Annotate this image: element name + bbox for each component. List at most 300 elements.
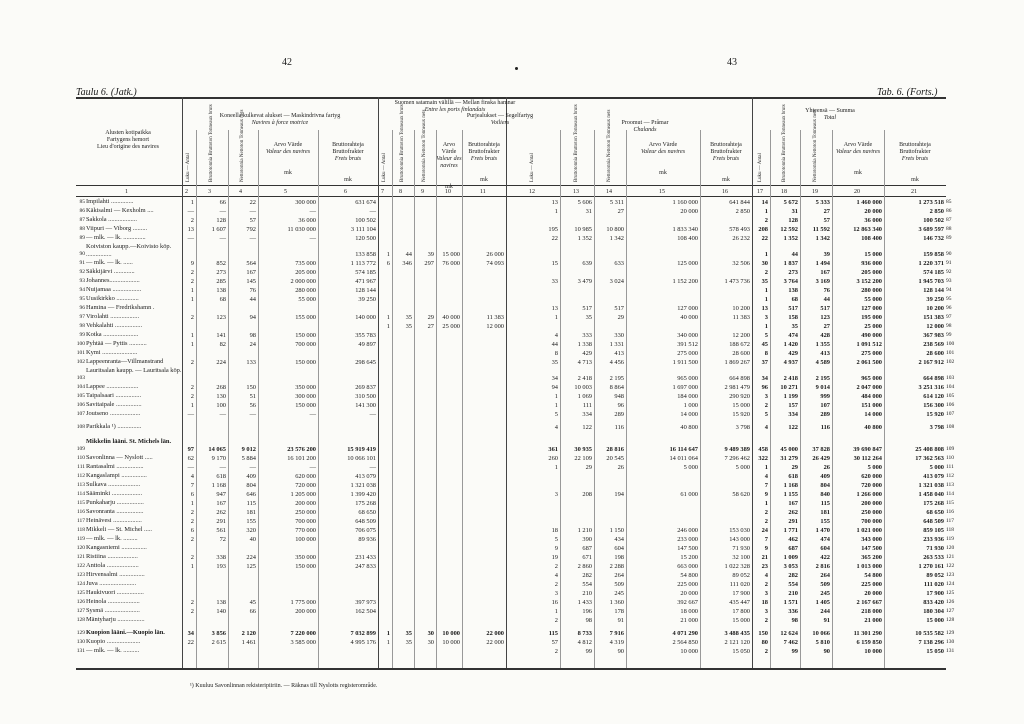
table-cell: 1 xyxy=(764,323,768,330)
row-number-right: 131 xyxy=(946,648,955,654)
table-row xyxy=(0,647,1024,656)
subheader-gross: Bruttotonnia Bruttoton Tonneaux bruts xyxy=(209,104,214,182)
table-cell: 30 xyxy=(427,630,434,637)
table-cell: 3 xyxy=(764,590,768,597)
table-cell: 4 xyxy=(764,424,768,431)
table-row xyxy=(0,616,1024,625)
table-cell: 122 xyxy=(788,424,798,431)
table-row xyxy=(0,340,1024,349)
row-number: 97 xyxy=(79,314,85,320)
row-label: — mlk. — lk. .............. xyxy=(86,234,146,241)
row-number: 95 xyxy=(79,296,85,302)
table-cell: 128 xyxy=(788,217,798,224)
column-number: 18 xyxy=(781,189,787,195)
table-cell: 413 xyxy=(820,350,830,357)
table-cell: 2 xyxy=(554,581,558,588)
table-cell: 1 433 xyxy=(577,599,592,606)
table-cell: 4 071 290 xyxy=(672,630,698,637)
header-sail xyxy=(440,113,560,127)
table-cell: 3 xyxy=(554,590,558,597)
table-cell: 26 232 xyxy=(732,235,750,242)
subheader-net: Nettotonnia Nettoton Tonneaux nets xyxy=(422,109,427,182)
table-cell: 4 xyxy=(190,473,194,480)
table-cell: 2 xyxy=(190,393,194,400)
table-cell: 1 460 000 xyxy=(856,199,882,206)
table-cell: 208 xyxy=(758,226,768,233)
table-cell: 188 672 xyxy=(729,341,750,348)
table-cell: 8 xyxy=(764,350,768,357)
table-cell: 297 xyxy=(424,260,434,267)
table-title-right: Tab. 6. (Forts.) xyxy=(877,87,938,98)
row-number: 110 xyxy=(76,455,85,461)
table-cell: 74 093 xyxy=(486,260,504,267)
row-number-right: 117 xyxy=(946,518,955,524)
column-number: 11 xyxy=(480,189,486,195)
table-cell: 392 667 xyxy=(677,599,698,606)
table-cell: 298 645 xyxy=(355,359,376,366)
table-cell: 233 936 xyxy=(923,536,944,543)
table-cell: 2 xyxy=(764,581,768,588)
table-cell: 300 000 xyxy=(295,199,316,206)
table-row xyxy=(0,277,1024,286)
table-cell: 471 967 xyxy=(355,278,376,285)
table-cell: 57 xyxy=(823,217,830,224)
table-cell: 35 xyxy=(585,314,592,321)
table-cell: 14 000 xyxy=(680,411,698,418)
table-cell: 770 000 xyxy=(295,527,316,534)
table-cell: 35 xyxy=(405,630,412,637)
table-cell: — xyxy=(369,464,376,471)
table-cell: 26 000 xyxy=(486,251,504,258)
table-cell: 115 xyxy=(820,500,830,507)
table-cell: 9 xyxy=(764,491,768,498)
table-cell: 1 xyxy=(764,500,768,507)
table-cell: 735 000 xyxy=(295,260,316,267)
table-cell: 2 816 xyxy=(815,563,830,570)
table-cell: 57 xyxy=(249,217,256,224)
table-cell: 1 420 xyxy=(783,341,798,348)
table-cell: 833 420 xyxy=(923,599,944,606)
table-cell: 238 569 xyxy=(923,341,944,348)
table-cell: 140 000 xyxy=(355,314,376,321)
column-number: 4 xyxy=(239,189,242,195)
table-cell: 1 771 xyxy=(783,527,798,534)
table-cell: 1 091 512 xyxy=(856,341,882,348)
table-cell: 1 342 xyxy=(609,235,624,242)
table-cell: 100 502 xyxy=(923,217,944,224)
table-cell: 290 920 xyxy=(729,393,750,400)
subheader-freight-label: Bruttorahteja Bruttofrakter xyxy=(899,142,931,155)
table-cell: 3 169 xyxy=(815,278,830,285)
table-cell: 15 000 xyxy=(732,402,750,409)
table-cell: 29 xyxy=(427,314,434,321)
table-cell: 4 812 xyxy=(577,639,592,646)
table-cell: — xyxy=(309,411,316,418)
table-row xyxy=(0,571,1024,580)
table-cell: 147 500 xyxy=(861,545,882,552)
row-number: 94 xyxy=(79,287,85,293)
column-number: 10 xyxy=(445,189,451,195)
row-number-right: 118 xyxy=(946,527,955,533)
table-cell: 687 xyxy=(582,545,592,552)
table-cell: 17 900 xyxy=(926,590,944,597)
table-cell: 8 733 xyxy=(577,630,592,637)
table-cell: 225 000 xyxy=(861,581,882,588)
header-total-text: Yhteensä — Summa xyxy=(805,108,855,114)
table-cell: 614 120 xyxy=(923,393,944,400)
table-row xyxy=(0,331,1024,340)
table-cell: 156 300 xyxy=(923,402,944,409)
table-cell: 15 050 xyxy=(732,648,750,655)
row-number-right: 115 xyxy=(946,500,955,506)
table-cell: — xyxy=(187,411,194,418)
table-cell: 1 869 267 xyxy=(724,359,750,366)
table-cell: 167 xyxy=(820,269,830,276)
table-cell: 282 xyxy=(788,572,798,579)
subheader-unit: mk xyxy=(659,170,667,176)
subheader-value xyxy=(258,142,318,177)
table-cell: — xyxy=(219,411,226,418)
row-label: Taipalsaari ................ xyxy=(86,392,142,399)
row-number: 112 xyxy=(76,473,85,479)
table-cell: 2 564 850 xyxy=(672,639,698,646)
table-cell: 631 674 xyxy=(355,199,376,206)
table-cell: 3 053 xyxy=(783,563,798,570)
table-cell: 343 000 xyxy=(861,536,882,543)
subheader-count: Luku — Antal xyxy=(530,153,535,182)
table-cell: 66 xyxy=(219,199,226,206)
table-cell: 1 945 703 xyxy=(918,278,944,285)
table-cell: 37 828 xyxy=(812,446,830,453)
table-cell: 1 xyxy=(190,402,194,409)
table-cell: 57 xyxy=(551,639,558,646)
table-cell: 1 405 xyxy=(815,599,830,606)
table-cell: 1 205 000 xyxy=(290,491,316,498)
row-number: 131 xyxy=(76,648,85,654)
table-cell: 429 xyxy=(788,350,798,357)
table-cell: 2 288 xyxy=(609,563,624,570)
row-label: Hamina — Fredrikshamn . xyxy=(86,304,155,311)
table-cell: 2 xyxy=(190,384,194,391)
table-cell: 167 xyxy=(788,500,798,507)
table-cell: 35 xyxy=(551,359,558,366)
table-cell: 21 xyxy=(761,554,768,561)
table-row xyxy=(0,207,1024,216)
table-cell: — xyxy=(187,235,194,242)
row-number: 96 xyxy=(79,305,85,311)
table-cell: 2 981 479 xyxy=(724,384,750,391)
table-cell: 1 xyxy=(190,296,194,303)
table-cell: 22 xyxy=(551,235,558,242)
table-cell: — xyxy=(219,235,226,242)
table-cell: 146 732 xyxy=(923,235,944,242)
subheader-value xyxy=(626,142,700,177)
table-cell: 4 xyxy=(554,572,558,579)
table-cell: 39 250 xyxy=(926,296,944,303)
row-label: Punkaharju ................. xyxy=(86,499,144,506)
table-cell: 336 xyxy=(788,608,798,615)
table-cell: 66 xyxy=(249,608,256,615)
row-label: Heinola .................... xyxy=(86,598,140,605)
row-number: 124 xyxy=(76,581,85,587)
table-cell: 365 200 xyxy=(861,554,882,561)
table-cell: 792 xyxy=(246,226,256,233)
table-cell: 264 xyxy=(614,572,624,579)
table-cell: 12 000 xyxy=(926,323,944,330)
subheader-freight xyxy=(884,142,946,184)
table-cell: 8 xyxy=(554,350,558,357)
table-cell: 554 xyxy=(582,581,592,588)
table-cell: 115 xyxy=(548,630,558,637)
table-cell: 23 576 200 xyxy=(287,446,316,453)
row-label: Virolahti .................. xyxy=(86,313,140,320)
subheader-freight xyxy=(318,142,378,184)
table-cell: 4 995 176 xyxy=(350,639,376,646)
table-cell: 10 066 xyxy=(812,630,830,637)
table-cell: 1 199 xyxy=(783,393,798,400)
table-cell: 24 xyxy=(761,527,768,534)
subheader-net: Nettotonnia Nettoton Tonneaux nets xyxy=(607,109,612,182)
table-cell: 574 185 xyxy=(355,269,376,276)
table-cell: 10 800 xyxy=(606,226,624,233)
table-cell: 34 xyxy=(551,375,558,382)
table-cell: 1 360 xyxy=(609,599,624,606)
row-label: — mlk. — lk. ......... xyxy=(86,535,138,542)
table-cell: — xyxy=(187,464,194,471)
table-cell: 1 009 xyxy=(783,554,798,561)
table-cell: 639 xyxy=(582,260,592,267)
table-cell: 852 xyxy=(216,260,226,267)
table-cell: 9 xyxy=(554,545,558,552)
table-cell: 320 xyxy=(246,527,256,534)
table-cell: 5 xyxy=(554,536,558,543)
table-row xyxy=(0,234,1024,243)
table-cell: 40 800 xyxy=(680,424,698,431)
table-cell: 39 250 xyxy=(358,296,376,303)
table-row xyxy=(0,225,1024,234)
row-number-right: 89 xyxy=(946,235,952,241)
table-cell: 1 xyxy=(554,608,558,615)
table-cell: 1 338 xyxy=(577,341,592,348)
table-cell: 13 xyxy=(761,305,768,312)
table-cell: 3 488 435 xyxy=(724,630,750,637)
column-number: 14 xyxy=(606,189,612,195)
table-row xyxy=(0,638,1024,647)
table-cell: 2 xyxy=(190,217,194,224)
table-cell: 13 xyxy=(187,226,194,233)
table-cell: 141 300 xyxy=(355,402,376,409)
table-cell: 68 650 xyxy=(926,509,944,516)
table-cell: 1 021 000 xyxy=(856,527,882,534)
table-cell: 158 xyxy=(788,314,798,321)
table-cell: 44 xyxy=(249,296,256,303)
table-row xyxy=(0,349,1024,358)
table-cell: — xyxy=(309,235,316,242)
table-cell: 28 600 xyxy=(926,350,944,357)
table-row xyxy=(0,304,1024,313)
table-cell: 509 xyxy=(614,581,624,588)
table-cell: 36 000 xyxy=(864,217,882,224)
table-cell: 1 xyxy=(554,314,558,321)
table-cell: — xyxy=(249,411,256,418)
table-cell: 108 400 xyxy=(861,235,882,242)
table-cell: 273 xyxy=(216,269,226,276)
table-cell: 210 xyxy=(788,590,798,597)
table-cell: 17 900 xyxy=(732,590,750,597)
table-cell: 999 xyxy=(820,393,830,400)
table-cell: 25 000 xyxy=(442,323,460,330)
table-cell: 100 000 xyxy=(295,536,316,543)
table-cell: 262 xyxy=(788,509,798,516)
page-number-right: 43 xyxy=(727,57,737,68)
table-cell: 18 000 xyxy=(680,608,698,615)
table-cell: 2 615 xyxy=(211,639,226,646)
table-cell: 80 xyxy=(761,639,768,646)
footnote: ¹) Kuuluu Savonlinnan rekisteripiiriin. — Räknas till Nyslotts registerområde. xyxy=(190,683,378,689)
row-number: 103 xyxy=(76,375,85,381)
table-cell: 1 113 772 xyxy=(350,260,376,267)
table-cell: 578 493 xyxy=(729,226,750,233)
row-label: Joutseno ................... xyxy=(86,410,141,417)
column-number: 20 xyxy=(854,189,860,195)
row-label: Savitaipale ................ xyxy=(86,401,142,408)
table-cell: 76 000 xyxy=(442,260,460,267)
table-cell: 26 xyxy=(617,464,624,471)
table-cell: 413 xyxy=(614,350,624,357)
row-number-right: 112 xyxy=(946,473,955,479)
table-cell: 2 xyxy=(190,278,194,285)
row-label: Savonranta ................. xyxy=(86,508,144,515)
subheader-value xyxy=(832,142,884,177)
table-cell: 51 xyxy=(249,393,256,400)
table-cell: 155 xyxy=(246,518,256,525)
table-cell: 720 000 xyxy=(295,482,316,489)
table-cell: 21 000 xyxy=(680,617,698,624)
table-cell: 1 607 xyxy=(211,226,226,233)
subheader-freight-label-fr: Frets bruts xyxy=(901,156,929,162)
row-label: Uusikirkko .............. xyxy=(86,295,139,302)
table-cell: 155 xyxy=(820,518,830,525)
table-cell: 116 xyxy=(820,424,830,431)
row-number: 127 xyxy=(76,608,85,614)
row-number: 108 xyxy=(76,424,85,430)
table-cell: 517 xyxy=(820,305,830,312)
table-cell: 10 003 xyxy=(574,384,592,391)
table-cell: 45 xyxy=(761,341,768,348)
table-cell: 646 xyxy=(246,491,256,498)
table-cell: 150 000 xyxy=(295,332,316,339)
table-cell: 1 xyxy=(386,639,390,646)
table-cell: 45 xyxy=(249,599,256,606)
column-number: 3 xyxy=(208,189,211,195)
table-cell: 434 xyxy=(614,536,624,543)
row-number: 85 xyxy=(79,199,85,205)
subheader-unit: mk xyxy=(911,177,919,183)
table-cell: 15 xyxy=(551,260,558,267)
table-cell: 128 xyxy=(216,217,226,224)
table-cell: 11 383 xyxy=(486,314,504,321)
table-cell: 40 xyxy=(249,536,256,543)
row-number-right: 97 xyxy=(946,314,952,320)
table-cell: 7 296 462 xyxy=(724,455,750,462)
table-cell: 39 xyxy=(823,251,830,258)
table-cell: 1 352 xyxy=(783,235,798,242)
header-sail-text: Purjealukset — Segelfartyg xyxy=(466,113,534,119)
table-cell: 225 000 xyxy=(677,581,698,588)
table-cell: 1 399 420 xyxy=(350,491,376,498)
subheader-value-label: Arvo Värde xyxy=(273,142,303,148)
table-cell: 130 xyxy=(216,393,226,400)
table-cell: 29 xyxy=(791,464,798,471)
table-cell: 8 864 xyxy=(609,384,624,391)
row-number-right: 111 xyxy=(946,464,954,470)
table-cell: 153 030 xyxy=(729,527,750,534)
row-label: Mäntyharju ................. xyxy=(86,616,145,623)
table-cell: 18 xyxy=(551,527,558,534)
table-cell: 68 xyxy=(791,296,798,303)
table-cell: — xyxy=(369,411,376,418)
row-number-right: 103 xyxy=(946,375,955,381)
row-label: Savonlinna — Nyslott ..... xyxy=(86,454,153,461)
table-cell: 11 030 000 xyxy=(287,226,316,233)
table-cell: 291 xyxy=(788,518,798,525)
table-cell: 76 xyxy=(823,287,830,294)
table-cell: 604 xyxy=(614,545,624,552)
table-cell: 1 470 xyxy=(815,527,830,534)
table-cell: 30 xyxy=(427,639,434,646)
table-cell: 2 195 xyxy=(609,375,624,382)
table-cell: 200 000 xyxy=(295,608,316,615)
table-cell: 34 xyxy=(187,630,194,637)
table-cell: 162 504 xyxy=(355,608,376,615)
row-label: Sakkola .................. xyxy=(86,216,137,223)
table-cell: 517 xyxy=(788,305,798,312)
table-cell: 11 383 xyxy=(732,314,750,321)
row-number-right: 113 xyxy=(946,482,955,488)
column-number: 9 xyxy=(421,189,424,195)
table-cell: 247 833 xyxy=(355,563,376,570)
table-cell: 1 220 371 xyxy=(918,260,944,267)
table-cell: 700 000 xyxy=(295,518,316,525)
table-cell: 1 473 736 xyxy=(724,278,750,285)
table-cell: 26 429 xyxy=(812,455,830,462)
table-cell: 133 858 xyxy=(355,251,376,258)
table-cell: 224 xyxy=(216,359,226,366)
table-cell: 39 690 847 xyxy=(853,446,882,453)
table-cell: 3 111 104 xyxy=(350,226,376,233)
table-cell: 6 159 850 xyxy=(856,639,882,646)
table-cell: 517 xyxy=(582,305,592,312)
table-cell: 147 500 xyxy=(677,545,698,552)
table-cell: 115 xyxy=(246,500,256,507)
table-cell: 62 xyxy=(187,455,194,462)
row-number-right: 110 xyxy=(946,455,955,461)
table-cell: 1 xyxy=(190,500,194,507)
table-cell: 13 xyxy=(551,305,558,312)
table-cell: 21 000 xyxy=(864,617,882,624)
table-cell: 82 xyxy=(219,341,226,348)
table-cell: 25 000 xyxy=(864,323,882,330)
table-cell: 5 311 xyxy=(609,199,624,206)
table-cell: — xyxy=(219,464,226,471)
row-number: 117 xyxy=(76,518,85,524)
row-label: Kymi ...................... xyxy=(86,349,138,356)
table-cell: 56 xyxy=(249,402,256,409)
table-row xyxy=(0,322,1024,331)
subheader-unit: mk xyxy=(344,177,352,183)
table-cell: 1 xyxy=(386,630,390,637)
table-row xyxy=(0,438,1024,454)
